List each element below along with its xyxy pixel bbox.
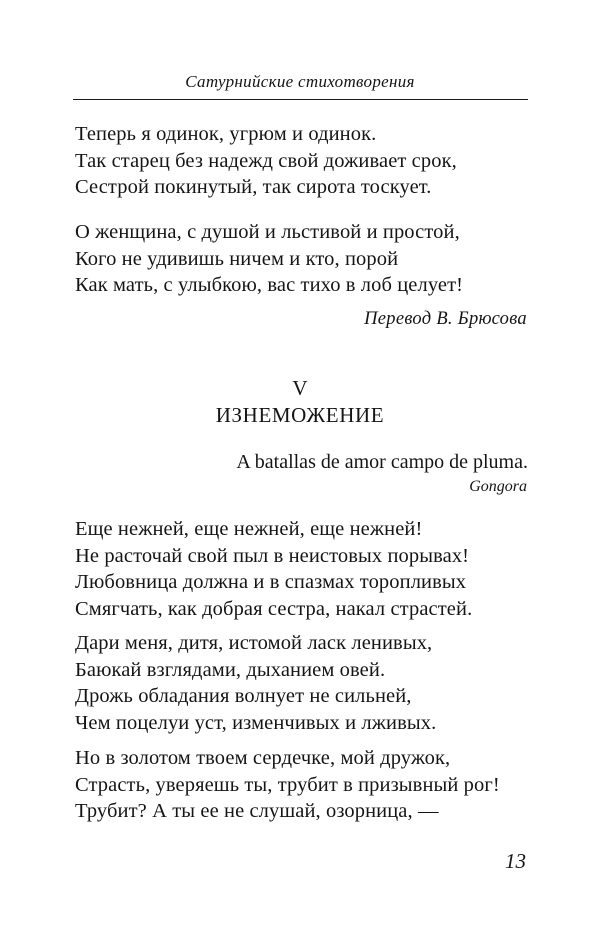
verse-line: Так старец без надежд свой доживает срок, (75, 149, 457, 172)
verse-line: Трубит? А ты ее не слушай, озорница, — (75, 800, 439, 822)
poem2-stanza-3 (75, 745, 500, 825)
poem2-stanza-2 (75, 630, 436, 736)
translator-credit: Перевод В. Брюсова (364, 309, 527, 329)
verse-line: Страсть, уверяешь ты, трубит в призывный рог! (75, 773, 500, 796)
verse-line: О женщина, с душой и льстивой и простой, (75, 221, 460, 243)
verse-line: Чем поцелуи уст, изменчивых и лживых. (75, 711, 437, 734)
section-title: ИЗНЕМОЖЕНИЕ (215, 403, 385, 427)
epigraph-author: Gongora (469, 478, 527, 495)
poem2-stanza-1 (75, 516, 472, 622)
running-head: Сатурнийские стихотворения (185, 72, 415, 91)
header-rule (73, 99, 528, 100)
verse-line: Еще нежней, еще нежней, еще нежней! (75, 518, 423, 540)
verse-line: Сестрой покинутый, так сирота тоскует. (75, 176, 432, 198)
section-number: V (292, 376, 308, 400)
page-number: 13 (505, 849, 526, 873)
epigraph: A batallas de amor campo de pluma. (236, 451, 528, 473)
verse-line: Не расточай свой пыл в неистовых порывах! (75, 544, 470, 567)
verse-line: Дрожь обладания волнует не сильней, (75, 685, 412, 707)
verse-line: Дари меня, дитя, истомой ласк ленивых, (75, 632, 433, 654)
poem1-stanza-2 (75, 219, 463, 299)
verse-line: Но в золотом твоем сердечке, мой дружок, (75, 747, 451, 769)
verse-line: Как мать, с улыбкою, вас тихо в лоб целует! (75, 274, 464, 296)
poem1-stanza-1 (75, 121, 457, 201)
verse-line: Кого не удивишь ничем и кто, порой (75, 247, 399, 270)
verse-line: Любовница должна и в спазмах торопливых (75, 571, 467, 593)
verse-line: Баюкай взглядами, дыханием овей. (75, 658, 386, 681)
verse-line: Теперь я одинок, угрюм и одинок. (75, 123, 377, 145)
verse-line: Смягчать, как добрая сестра, накал страстей. (75, 597, 473, 620)
